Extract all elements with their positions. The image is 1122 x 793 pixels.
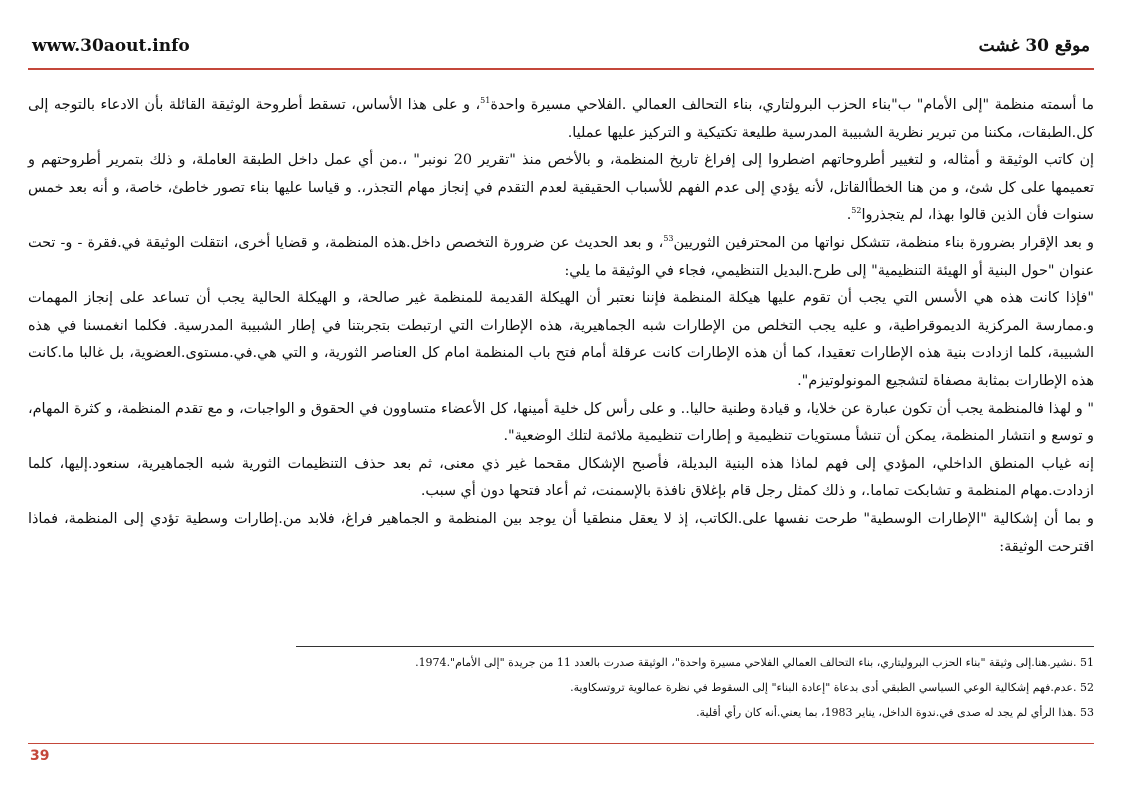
paragraph-text: ، و بعد الحديث عن ضرورة التخصص داخل.هذه المنظمة، و قضايا أخرى، انتقلت الوثيقة في.فقرة - و- تحت عنوان "حول البنية أو الهيئة التنظيمية" إلى طرح.البديل التنظيمي، فجاء في الوثيقة ما يلي: bbox=[28, 234, 1094, 279]
document-body bbox=[28, 92, 1094, 561]
paragraph bbox=[28, 506, 1094, 561]
page-number: 39 bbox=[30, 748, 50, 764]
paragraph bbox=[28, 147, 1094, 230]
paragraph-text: و بعد الإقرار بضرورة بناء منظمة، تتشكل نواتها من المحترفين الثوريين bbox=[673, 234, 1094, 251]
header-divider bbox=[28, 68, 1094, 70]
footnotes bbox=[28, 650, 1094, 725]
site-name: موقع 30 غشت bbox=[978, 36, 1090, 56]
paragraph-text: إنه غياب المنطق الداخلي، المؤدي إلى فهم لماذا هذه البنية البديلة، فأصبح الإشكال مقحما غير ذي معنى، ثم بعد حذف التنظيمات الثورية شبه الجماهيرية، سنعود.إليها، كلما ازدادت.مهام المنظمة و تشابكت تماما.، و ذلك كمثل رجل قام بإغلاق نافذة بالإسمنت، ثم أعاد فتحها دون أي سبب. bbox=[28, 455, 1094, 500]
paragraph bbox=[28, 92, 1094, 147]
footnote-ref: 51 bbox=[480, 96, 491, 106]
site-url: www.30aout.info bbox=[32, 36, 190, 56]
paragraph-text: " و لهذا فالمنظمة يجب أن تكون عبارة عن خلايا، و قيادة وطنية حاليا.. و على رأس كل خلية أمينها، كل الأعضاء متساوون في الحقوق و الواجبات، و مع تقدم المنظمة، و كثرة المهام، و توسع و انتشار المنظمة، يمكن أن تنشأ مستويات تنظيمية و إطارات تنظيمية ملائمة لتلك الوضعية". bbox=[28, 400, 1094, 445]
paragraph-text: إن كاتب الوثيقة و أمثاله، و لتغيير أطروحاتهم اضطروا إلى إفراغ تاريخ المنظمة، و بالأخص منذ "تقرير 20 نونبر" ،.من أي عمل داخل الطبقة العاملة، و ذلك بتمرير أطروحتهم و تعميمها على كل شئ، و من هنا الخطأالقاتل، لأنه يؤدي إلى عدم الفهم للأسباب الحقيقية لعدم التقدم في إنجاز مهام التجذر،. و قياسا عليها بناء تصور خاطئ، خاصة، و أنه بعد خمس سنوات فأن الذين قالوا بهذا، لم يتجذروا bbox=[28, 152, 1095, 224]
paragraph bbox=[28, 285, 1094, 395]
footer-divider bbox=[28, 743, 1094, 744]
paragraph-text: ، و على هذا الأساس، تسقط أطروحة الوثيقة القائلة بأن الادعاء بالتوجه إلى كل.الطبقات، مكننا من تبرير نظرية الشبيبة المدرسية طليعة تكتيكية و التركيز عليها عمليا. bbox=[28, 97, 1094, 141]
footnote-52: 52 .عدم.فهم إشكالية الوعي السياسي الطبقي أدى بدعاة "إعادة البناء" إلى السقوط في نظرة عمالوية تروتسكاوية. bbox=[570, 681, 1094, 694]
paragraph-text: ما أسمته منظمة "إلى الأمام" ب"بناء الحزب البرولتاري، بناء التحالف العمالي .الفلاحي مسيرة واحدة bbox=[490, 97, 1094, 113]
paragraph bbox=[28, 396, 1094, 451]
footnote-ref: 52 bbox=[851, 206, 862, 216]
footnote-53: 53 .هذا الرأي لم يجد له صدى في.ندوة الداخل، يناير 1983، بما يعني.أنه كان رأي أقلية. bbox=[696, 706, 1094, 719]
paragraph-text: "فإذا كانت هذه هي الأسس التي يجب أن تقوم عليها هيكلة المنظمة فإننا نعتبر أن الهيكلة القديمة للمنظمة غير صالحة، و الهيكلة الحالية يجب أن تساعد على إنجاز المهمات و.ممارسة المركزية الديموقراطية، و عليه يجب التخلص من الإطارات شبه الجماهيرية، هذه الإطارات التي ارتبطت بتجربتنا في إطار الشبيبة المدرسية. فكلما انغمسنا في هذه الشبيبة، كلما ازدادت بنية هذه الإطارات تعقيدا، كما أن هذه الإطارات كانت عرقلة أمام فتح باب المنظمة امام كل العناصر الثورية، و التي هي.في.مستوى.العضوية، بل غالبا ما.كانت هذه الإطارات بمثابة مصفاة لتشجيع المونولوتيزم". bbox=[28, 290, 1094, 389]
footnote-51: 51 .نشير.هنا.إلى وثيقة "بناء الحزب البروليتاري، بناء التحالف العمالي الفلاحي مسيرة واحدة"، الوثيقة صدرت بالعدد 11 من جريدة "إلى الأمام".1974. bbox=[415, 656, 1094, 669]
paragraph-text: و بما أن إشكالية "الإطارات الوسطية" طرحت نفسها على.الكاتب، إذ لا يعقل منطقيا أن يوجد بين المنظمة و الجماهير فراغ، فلابد من.إطارات وسطية تؤدي إلى المنظمة، فماذا اقترحت الوثيقة: bbox=[28, 510, 1094, 555]
paragraph bbox=[28, 230, 1094, 285]
paragraph bbox=[28, 451, 1094, 506]
footnote-divider bbox=[296, 646, 1094, 647]
footnote-ref: 53 bbox=[663, 234, 674, 244]
paragraph-text: . bbox=[846, 207, 852, 224]
